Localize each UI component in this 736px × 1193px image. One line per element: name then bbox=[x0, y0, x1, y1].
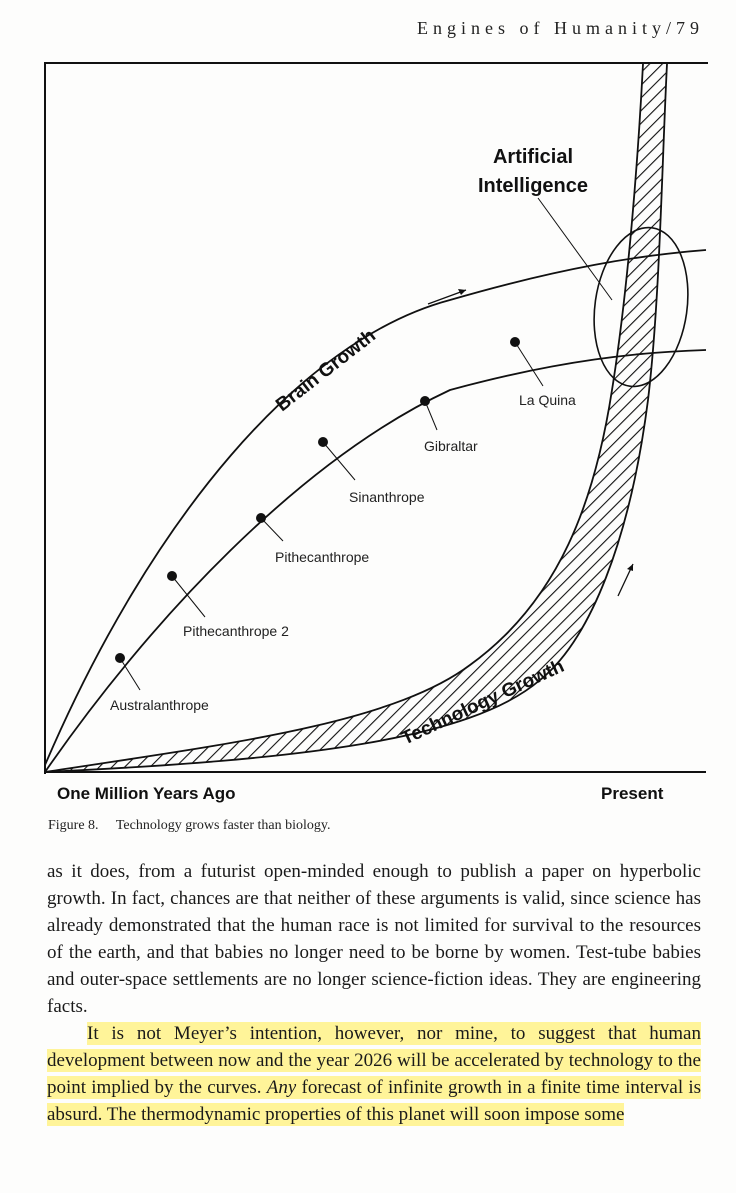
technology-growth-band bbox=[40, 60, 710, 780]
label-gibraltar: Gibraltar bbox=[424, 438, 478, 454]
point-sinanthrope bbox=[318, 437, 425, 505]
ai-leader-line bbox=[538, 198, 612, 300]
point-australanthrope bbox=[110, 653, 209, 713]
paragraph-2 bbox=[47, 1020, 701, 1128]
label-pithecanthrope: Pithecanthrope bbox=[275, 549, 370, 565]
ai-annotation-line2: Intelligence bbox=[477, 175, 589, 197]
label-australanthrope: Australanthrope bbox=[110, 697, 209, 713]
emphasis-any: Any bbox=[266, 1077, 297, 1098]
technology-growth-arrow bbox=[618, 564, 633, 596]
paragraph-1: as it does, from a futurist open-minded enough to publish a paper on hyperbolic growth. In fact, chances are that neither of these arguments is valid, since science has already demonstrated that the human race is not limited for survival to the resources of the earth, and that babies no longer need to be borne by women. Test-tube babies and outer-space settlements are no longer science-fiction ideas. They are engineering facts. bbox=[47, 861, 701, 1017]
ai-annotation-line1: Artificial bbox=[492, 146, 574, 168]
label-la-quina: La Quina bbox=[519, 392, 576, 408]
technology-growth-label: Technology Growth bbox=[398, 655, 568, 750]
brain-growth-label: Brain Growth bbox=[272, 325, 380, 416]
caption-text: Technology grows faster than biology. bbox=[115, 818, 331, 833]
running-head: Engines of Humanity/79 bbox=[417, 18, 704, 38]
highlight-b: forecast of infinite growth in a finite time interval is absurd. The thermodynamic properties of this planet will soon impose some bbox=[47, 1077, 702, 1125]
point-pithecanthrope-2 bbox=[167, 571, 289, 639]
body-text bbox=[47, 858, 701, 1128]
point-gibraltar bbox=[420, 396, 478, 454]
label-sinanthrope: Sinanthrope bbox=[349, 489, 425, 505]
label-pithecanthrope-2: Pithecanthrope 2 bbox=[183, 623, 289, 639]
caption-number: Figure 8. bbox=[48, 818, 99, 833]
highlight-a: It is not Meyer’s intention, however, nor mine, to suggest that human development between now and the year 2026 will be accelerated by technology to the point implied by the curves. bbox=[47, 1023, 701, 1098]
highlight-emphasis bbox=[267, 1076, 297, 1099]
figure-caption bbox=[48, 818, 331, 834]
point-pithecanthrope bbox=[256, 513, 369, 565]
x-axis-label-right: Present bbox=[601, 784, 664, 803]
x-axis-label-left: One Million Years Ago bbox=[57, 784, 236, 803]
